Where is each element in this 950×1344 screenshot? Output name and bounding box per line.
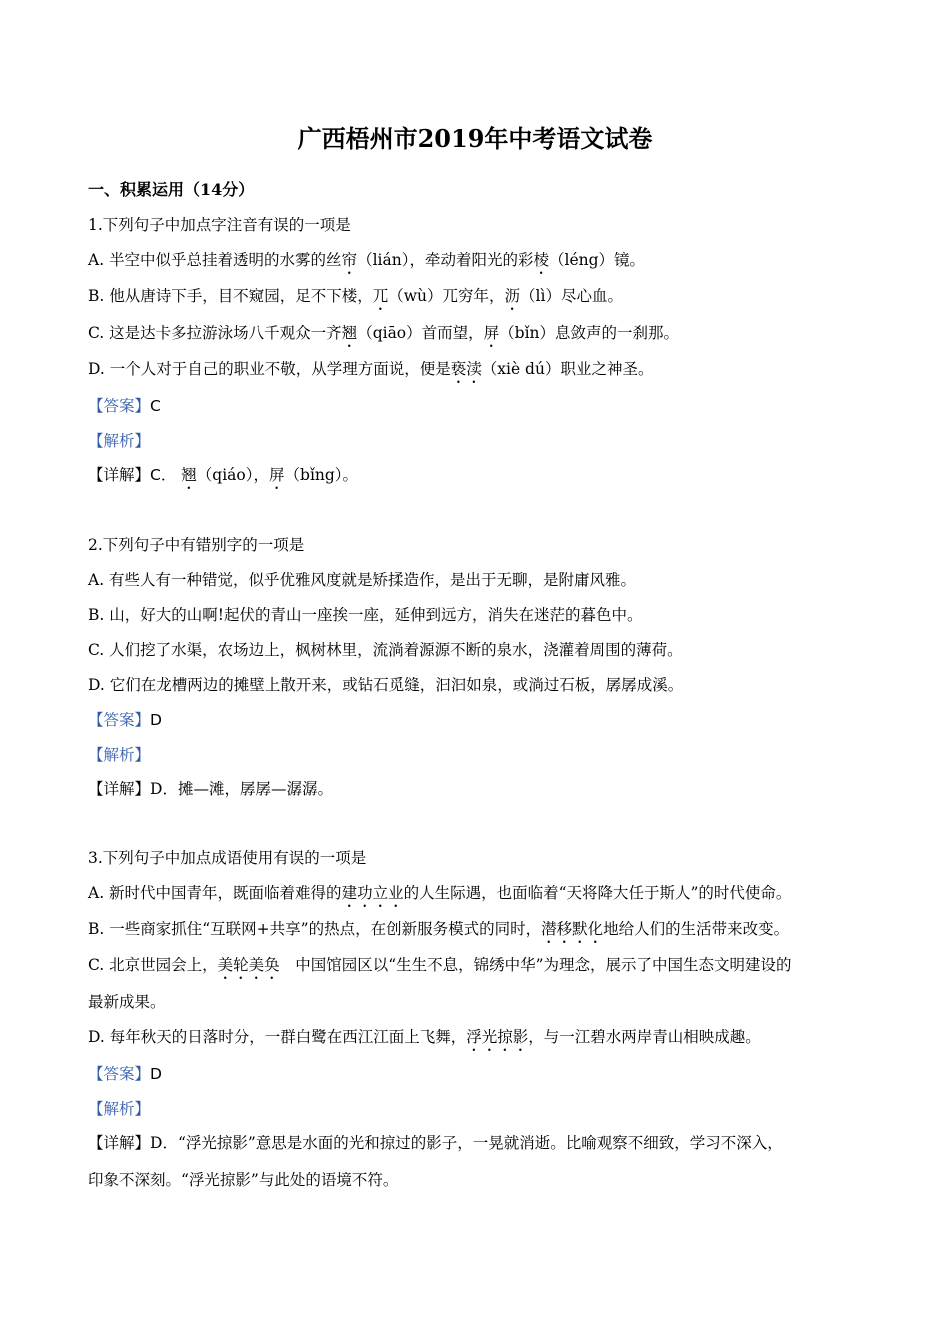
- q1-option-a: A. 半空中似乎总挂着透明的水雾的丝帘（lián），牵动着阳光的彩棱（léng）镜。: [88, 251, 646, 269]
- q3-option-d: D. 每年秋天的日落时分，一群白鹭在西江江面上飞舞，浮光掠影，与一江碧水两岸青山相映成趣。: [88, 1028, 761, 1046]
- answer-label: 【答案】: [88, 1065, 151, 1083]
- q3-option-a: A. 新时代中国青年，既面临着难得的建功立业的人生际遇，也面临着“天将降大任于斯人”的时代使命。: [88, 884, 792, 902]
- dotted-idiom: 建功立业: [341, 884, 404, 902]
- dotted-idiom: 潜移默化: [541, 920, 604, 938]
- dotted-char: 兀: [372, 287, 389, 305]
- answer-value: D: [150, 711, 162, 729]
- q1-option-d: D. 一个人对于自己的职业不敬，从学理方面说，便是亵渎（xiè dú）职业之神圣。: [88, 360, 654, 378]
- page-title: 广西梧州市2019年中考语文试卷: [297, 124, 653, 153]
- answer-value: D: [150, 1065, 162, 1083]
- dotted-idiom: 浮光掠影: [466, 1028, 529, 1046]
- q1-option-b: B. 他从唐诗下手，目不窥园，足不下楼，兀（wù）兀穷年，沥（lì）尽心血。: [88, 287, 623, 305]
- q1-stem: 1.下列句子中加点字注音有误的一项是: [88, 216, 351, 234]
- q3-detail: 【详解】D．“浮光掠影”意思是水面的光和掠过的影子，一晃就消逝。比喻观察不细致，学习不深入，: [88, 1134, 783, 1152]
- answer-value: C: [150, 397, 161, 415]
- q1-option-c: C. 这是达卡多拉游泳场八千观众一齐翘（qiāo）首而望，屏（bǐn）息敛声的一刹那。: [88, 324, 680, 342]
- q2-option-a: A. 有些人有一种错觉，似乎优雅风度就是矫揉造作，是出于无聊，是附庸风雅。: [88, 571, 637, 589]
- q3-answer: [88, 1063, 868, 1085]
- dotted-char: 帘: [341, 251, 358, 269]
- dotted-char: 屏: [483, 324, 500, 342]
- answer-label: 【答案】: [88, 711, 151, 729]
- dotted-char: 棱: [533, 251, 549, 269]
- q3-stem: 3.下列句子中加点成语使用有误的一项是: [88, 849, 367, 867]
- q3-analysis-label: 【解析】: [88, 1100, 151, 1118]
- q3-detail-cont: 印象不深刻。“浮光掠影”与此处的语境不符。: [88, 1171, 399, 1189]
- dotted-idiom: 美轮美奂: [217, 956, 280, 974]
- q2-option-b: B. 山，好大的山啊!起伏的青山一座挨一座，延伸到远方，消失在迷茫的暮色中。: [88, 606, 643, 624]
- q3-option-c: C. 北京世园会上，美轮美奂 中国馆园区以“生生不息，锦绣中华”为理念，展示了中国生态文明建设的: [88, 956, 792, 974]
- section-heading: 一、积累运用（14分）: [88, 180, 255, 199]
- q2-answer: [88, 709, 868, 731]
- dotted-char: 翘: [341, 324, 358, 342]
- dotted-char: 屏: [269, 466, 285, 484]
- q1-analysis-label: 【解析】: [88, 432, 151, 450]
- q2-detail: 【详解】D．摊—滩，孱孱—潺潺。: [88, 780, 333, 798]
- q2-analysis-label: 【解析】: [88, 746, 151, 764]
- answer-label: 【答案】: [88, 397, 151, 415]
- q2-option-d: D. 它们在龙槽两边的摊壁上散开来，或钻石觅缝，汩汩如泉，或淌过石板，孱孱成溪。: [88, 676, 684, 694]
- q3-option-c-cont: 最新成果。: [88, 993, 166, 1011]
- dotted-char: 沥: [504, 287, 521, 305]
- q2-option-c: C. 人们挖了水渠，农场边上，枫树林里，流淌着源源不断的泉水，浇灌着周围的薄荷。: [88, 641, 683, 659]
- q1-answer: [88, 395, 868, 417]
- dotted-char: 翘: [181, 466, 197, 484]
- q1-detail: 【详解】C． 翘（qiáo），屏（bǐng）。: [88, 466, 359, 484]
- dotted-char: 亵渎: [450, 360, 482, 378]
- q3-option-b: B. 一些商家抓住“互联网+共享”的热点，在创新服务模式的同时，潜移默化地给人们的生活带来改变。: [88, 920, 790, 938]
- q2-stem: 2.下列句子中有错别字的一项是: [88, 536, 305, 554]
